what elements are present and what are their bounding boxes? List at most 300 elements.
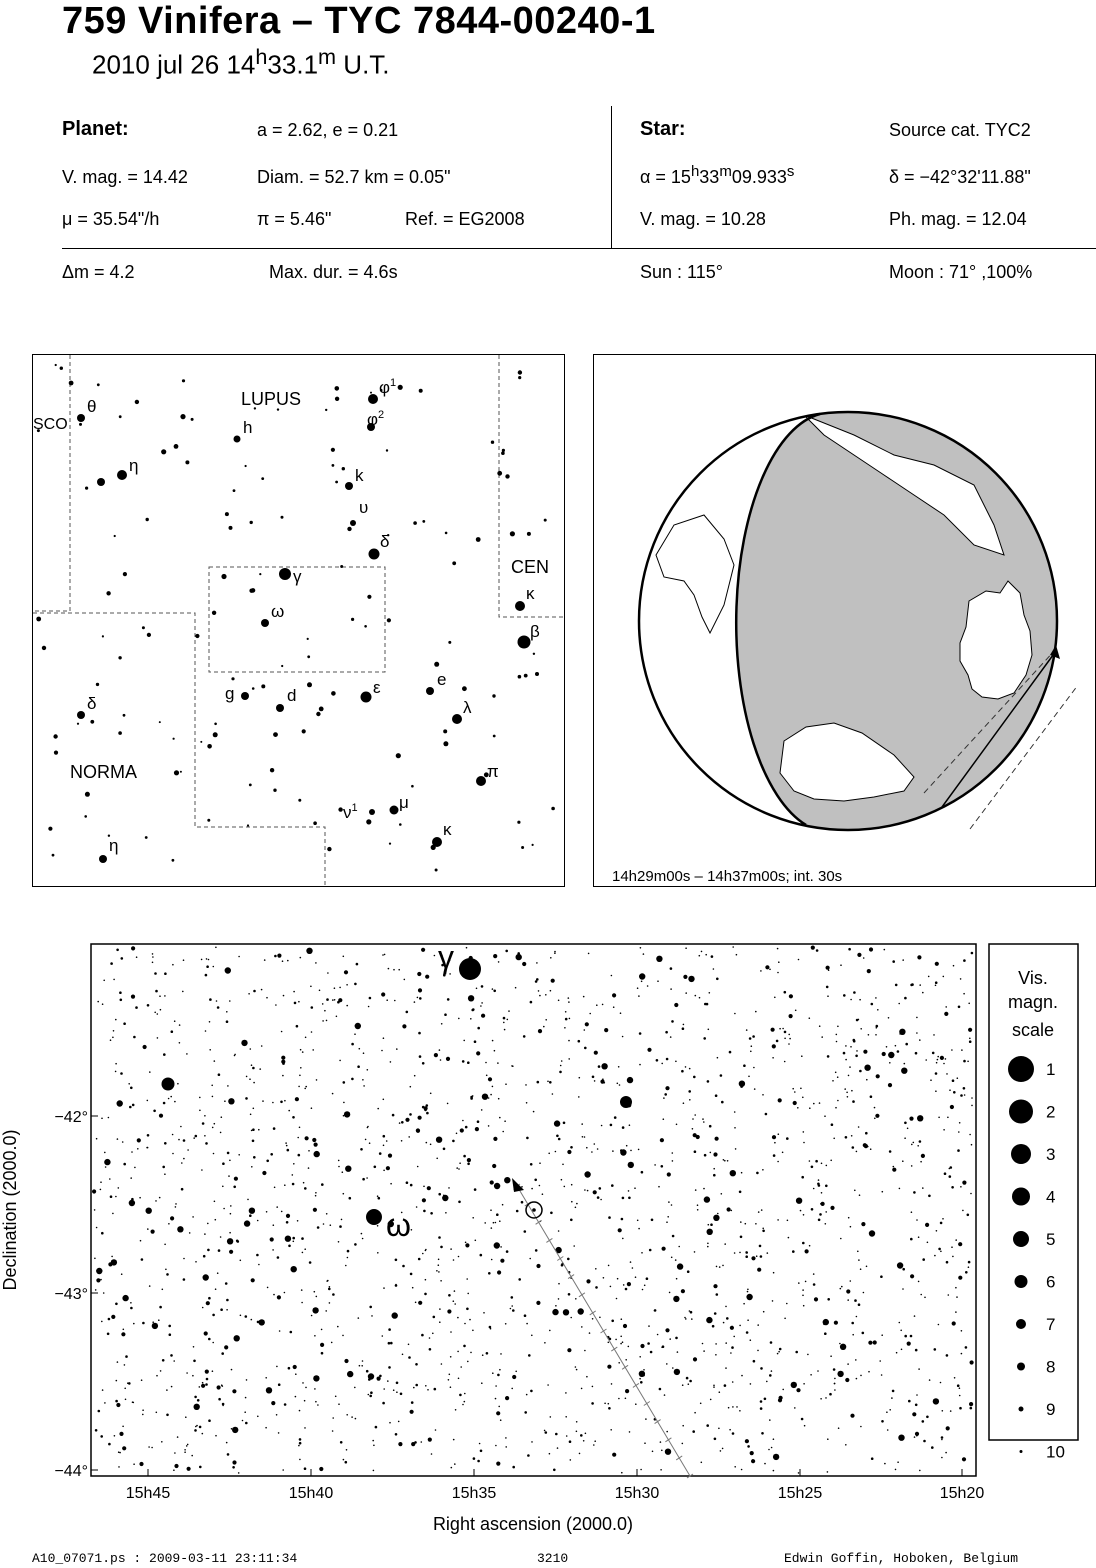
field-star: [535, 672, 539, 676]
chart-star: [502, 1131, 504, 1133]
chart-star: [480, 1254, 483, 1257]
chart-star: [559, 1071, 562, 1074]
chart-star: [486, 1075, 488, 1077]
field-star: [233, 489, 236, 492]
constellation-star-23: [99, 855, 107, 863]
chart-star: [304, 1248, 306, 1250]
chart-star: [402, 1354, 404, 1356]
chart-star: [240, 1260, 242, 1262]
chart-star: [382, 1402, 385, 1405]
chart-star: [457, 1317, 459, 1319]
chart-star: [328, 1288, 331, 1291]
chart-star: [922, 1187, 924, 1189]
chart-star: [498, 1406, 500, 1408]
chart-star: [199, 1110, 201, 1112]
chart-star: [558, 1000, 560, 1002]
field-star: [161, 449, 166, 454]
chart-star: [516, 1210, 519, 1213]
chart-star: [784, 991, 787, 994]
chart-star: [375, 1426, 378, 1429]
chart-star: [910, 1335, 913, 1338]
chart-star: [911, 1144, 913, 1146]
chart-star: [881, 1420, 884, 1423]
chart-star: [935, 1090, 937, 1092]
chart-star: [327, 1280, 329, 1282]
field-star: [97, 383, 100, 386]
chart-star: [761, 1432, 764, 1435]
chart-star: [222, 1162, 225, 1165]
chart-star: [108, 1443, 111, 1446]
chart-star: [215, 947, 217, 949]
chart-star: [228, 1175, 230, 1177]
chart-star: [381, 992, 385, 996]
label-lambda: λ: [463, 698, 472, 717]
chart-star: [923, 1440, 926, 1443]
chart-star: [369, 1142, 371, 1144]
chart-star: [811, 1208, 814, 1211]
chart-star: [295, 1396, 297, 1398]
chart-star: [301, 1237, 304, 1240]
chart-star: [732, 1432, 735, 1435]
chart-star: [386, 1140, 388, 1142]
label-kappa-cen: κ: [526, 584, 535, 603]
chart-star: [335, 1396, 337, 1398]
chart-star: [640, 1344, 644, 1348]
chart-star: [189, 1232, 191, 1234]
chart-star: [757, 1350, 759, 1352]
chart-star: [587, 1190, 589, 1192]
chart-star: [934, 1348, 937, 1351]
chart-star: [809, 1245, 811, 1247]
chart-star: [635, 1276, 637, 1278]
chart-star: [498, 961, 500, 963]
chart-star: [635, 1403, 637, 1405]
chart-star: [119, 991, 122, 994]
chart-star: [905, 1043, 908, 1046]
chart-star: [942, 1218, 944, 1220]
field-star: [52, 854, 55, 857]
chart-star: [298, 1001, 300, 1003]
chart-star: [935, 981, 938, 984]
chart-star: [621, 1218, 624, 1221]
label-nu1-letter: ν: [343, 803, 352, 822]
chart-star: [168, 1325, 171, 1328]
chart-star: [343, 1081, 346, 1084]
chart-star: [847, 1096, 849, 1098]
chart-star: [855, 1055, 858, 1058]
chart-star: [575, 1366, 577, 1368]
chart-star: [685, 947, 687, 949]
chart-star: [788, 1043, 790, 1045]
chart-star: [729, 1429, 731, 1431]
chart-star: [440, 1246, 443, 1249]
chart-star: [208, 959, 210, 961]
chart-star: [515, 1371, 517, 1373]
chart-star: [641, 1171, 644, 1174]
planet-motion: μ = 35.54"/h: [62, 209, 160, 229]
chart-star: [601, 1125, 603, 1127]
chart-star: [526, 1394, 528, 1396]
chart-star: [743, 1064, 746, 1067]
chart-star: [168, 1098, 170, 1100]
chart-star: [681, 1289, 685, 1293]
chart-star: [661, 1063, 663, 1065]
chart-star: [354, 983, 357, 986]
chart-star: [969, 1402, 973, 1406]
chart-star: [304, 1427, 306, 1429]
field-star: [527, 532, 531, 536]
chart-star: [301, 1289, 303, 1291]
chart-star: [952, 1321, 956, 1325]
chart-star: [694, 1150, 697, 1153]
chart-star: [313, 1208, 317, 1212]
chart-star: [332, 999, 334, 1001]
chart-star: [368, 1394, 370, 1396]
chart-star: [319, 1467, 323, 1471]
chart-star: [782, 1152, 784, 1154]
chart-star: [152, 1321, 154, 1323]
chart-star: [512, 1466, 515, 1469]
field-star: [142, 626, 145, 629]
field-star: [518, 370, 522, 374]
chart-star: [383, 1287, 385, 1289]
chart-star: [699, 955, 701, 957]
chart-star: [700, 1403, 702, 1405]
chart-star: [512, 1309, 515, 1312]
chart-star: [494, 1183, 500, 1189]
chart-star: [137, 1148, 139, 1150]
chart-star: [664, 1394, 666, 1396]
chart-star: [877, 1009, 879, 1011]
chart-star: [483, 1312, 485, 1314]
chart-star: [584, 1189, 586, 1191]
chart-star: [681, 1070, 684, 1073]
chart-star: [639, 1356, 641, 1358]
chart-star: [122, 1141, 124, 1143]
chart-star: [146, 1208, 152, 1214]
label-sco: SCO: [33, 416, 68, 433]
chart-star: [114, 1435, 116, 1437]
chart-star: [616, 1298, 618, 1300]
field-star: [316, 712, 320, 716]
chart-star: [282, 1062, 285, 1065]
chart-star: [868, 1371, 870, 1373]
chart-star: [383, 1037, 385, 1039]
chart-star: [462, 1060, 465, 1063]
mag-label-4: 4: [1046, 1187, 1056, 1207]
chart-star: [739, 1325, 741, 1327]
chart-star: [545, 994, 547, 996]
chart-star: [113, 979, 115, 981]
chart-star: [194, 1429, 197, 1432]
chart-star: [563, 1122, 566, 1125]
chart-star: [166, 1414, 169, 1417]
chart-star: [284, 1100, 286, 1102]
chart-star: [592, 1386, 594, 1388]
field-star: [48, 827, 52, 831]
chart-star: [497, 1374, 500, 1377]
chart-star: [803, 1214, 805, 1216]
chart-star: [227, 1453, 230, 1456]
chart-star: [121, 1332, 125, 1336]
chart-star: [286, 1221, 289, 1224]
chart-star: [470, 1018, 472, 1020]
field-star: [431, 845, 436, 850]
chart-star: [460, 1128, 464, 1132]
chart-star: [570, 1317, 572, 1319]
chart-star: [765, 1113, 768, 1116]
chart-star: [919, 1470, 921, 1472]
chart-star: [902, 959, 904, 961]
field-star: [518, 675, 522, 679]
mag-dot-9: [1019, 1407, 1024, 1412]
field-star: [249, 784, 252, 787]
chart-star: [325, 1310, 327, 1312]
chart-star: [458, 1018, 460, 1020]
chart-star: [119, 1432, 123, 1436]
chart-star: [920, 1161, 922, 1163]
chart-star: [257, 1416, 259, 1418]
chart-star: [579, 1077, 581, 1079]
chart-star: [895, 1045, 897, 1047]
chart-star: [867, 969, 871, 973]
chart-star: [257, 1220, 259, 1222]
chart-star: [753, 1360, 756, 1363]
chart-star: [889, 1409, 891, 1411]
chart-star: [308, 1150, 310, 1152]
chart-star: [673, 1296, 679, 1302]
chart-star: [434, 955, 436, 957]
chart-star: [711, 955, 714, 958]
chart-star: [588, 953, 590, 955]
chart-star: [390, 1342, 393, 1345]
chart-star: [424, 1293, 427, 1296]
field-star: [214, 723, 217, 726]
field-star: [114, 535, 116, 537]
chart-star: [163, 1102, 166, 1105]
chart-star: [231, 1369, 233, 1371]
chart-star: [464, 1393, 466, 1395]
chart-star: [670, 1036, 672, 1038]
boundary-norma-lupus: [33, 613, 325, 885]
field-star: [325, 409, 327, 411]
chart-star: [204, 1233, 206, 1235]
chart-star: [505, 1446, 507, 1448]
chart-star: [503, 1022, 505, 1024]
chart-star: [516, 954, 522, 960]
chart-star: [103, 980, 105, 982]
field-star: [42, 646, 46, 650]
chart-star: [604, 1028, 608, 1032]
chart-star: [443, 1148, 446, 1151]
chart-star: [118, 1187, 120, 1189]
chart-star: [232, 1460, 236, 1464]
chart-star: [227, 1085, 229, 1087]
chart-star: [899, 1033, 901, 1035]
chart-star: [670, 967, 673, 970]
star-source: Source cat. TYC2: [889, 120, 1031, 140]
chart-star: [628, 1162, 634, 1168]
chart-star: [836, 1034, 838, 1036]
chart-star: [94, 1209, 96, 1211]
chart-star: [232, 1466, 235, 1469]
chart-star: [731, 1210, 733, 1212]
chart-star: [731, 1346, 734, 1349]
field-star: [435, 869, 438, 872]
chart-star: [749, 1037, 752, 1040]
chart-star: [302, 1382, 304, 1384]
chart-star: [152, 1324, 155, 1327]
chart-star: [427, 1389, 429, 1391]
chart-star: [183, 959, 185, 961]
chart-star: [777, 1161, 779, 1163]
chart-star: [199, 1466, 202, 1469]
chart-star: [115, 1019, 117, 1021]
field-star: [332, 464, 335, 467]
chart-star: [459, 1162, 461, 1164]
chart-star: [841, 1286, 843, 1288]
chart-star: [848, 1217, 850, 1219]
chart-star: [229, 1232, 231, 1234]
chart-star: [637, 1220, 639, 1222]
chart-star: [688, 1090, 691, 1093]
chart-star: [95, 1429, 98, 1432]
chart-star: [746, 1029, 748, 1031]
chart-star: [709, 1125, 712, 1128]
chart-star: [496, 1411, 500, 1415]
chart-star: [497, 1062, 499, 1064]
chart-star: [301, 1302, 303, 1304]
chart-star: [629, 1431, 631, 1433]
chart-star: [363, 1052, 365, 1054]
chart-star: [800, 1088, 802, 1090]
chart-star: [533, 1111, 535, 1113]
chart-star: [707, 1229, 713, 1235]
chart-star: [620, 1149, 623, 1152]
chart-star: [625, 1288, 628, 1291]
field-star: [497, 471, 502, 476]
chart-star: [133, 1036, 136, 1039]
chart-star: [275, 1004, 277, 1006]
chart-star: [934, 1255, 936, 1257]
field-star: [174, 770, 179, 775]
chart-star: [221, 1384, 223, 1386]
chart-star: [591, 1151, 593, 1153]
chart-star: [666, 1363, 668, 1365]
chart-star: [874, 1118, 876, 1120]
chart-star: [195, 1261, 197, 1263]
chart-star: [951, 1186, 954, 1189]
chart-star: [226, 1011, 228, 1013]
field-star: [173, 738, 175, 740]
chart-star: [439, 1049, 441, 1051]
chart-star: [388, 1366, 391, 1369]
chart-star: [555, 1151, 557, 1153]
chart-star: [400, 1393, 403, 1396]
chart-star: [396, 1382, 399, 1385]
star-chart: [0, 928, 1096, 1568]
chart-star: [788, 1034, 790, 1036]
chart-star: [888, 1083, 892, 1087]
chart-star: [356, 963, 359, 966]
field-star: [119, 415, 122, 418]
chart-star: [490, 1180, 494, 1184]
chart-star: [165, 1269, 167, 1271]
chart-star: [815, 1160, 818, 1163]
chart-star: [753, 1067, 755, 1069]
chart-star: [108, 1318, 111, 1321]
field-star: [510, 531, 515, 536]
chart-star: [463, 1345, 466, 1348]
constellation-map: [32, 354, 565, 887]
chart-star: [383, 1170, 385, 1172]
chart-star: [697, 1209, 699, 1211]
chart-star: [329, 1302, 331, 1304]
chart-star: [362, 1079, 364, 1081]
chart-star: [136, 956, 138, 958]
chart-star: [170, 1216, 174, 1220]
chart-star: [751, 1459, 755, 1463]
chart-star: [772, 1044, 776, 1048]
chart-star: [569, 1440, 572, 1443]
field-star: [532, 844, 534, 846]
field-star: [342, 467, 345, 470]
chart-star: [128, 1083, 130, 1085]
chart-star: [876, 1025, 879, 1028]
chart-star: [949, 1168, 951, 1170]
chart-star: [276, 1414, 278, 1416]
chart-star: [614, 1116, 617, 1119]
chart-star: [262, 1100, 264, 1102]
chart-star: [423, 1186, 425, 1188]
chart-star: [221, 1352, 224, 1355]
field-star: [422, 520, 425, 523]
chart-star: [108, 1117, 110, 1119]
chart-star: [784, 1318, 786, 1320]
chart-star: [968, 1266, 970, 1268]
chart-star: [422, 1062, 425, 1065]
chart-star: [584, 1029, 586, 1031]
chart-star: [949, 1089, 951, 1091]
chart-star: [741, 1172, 743, 1174]
chart-star: [363, 1085, 365, 1087]
chart-star: [488, 1077, 492, 1081]
chart-star: [298, 1086, 300, 1088]
chart-star: [477, 1027, 480, 1030]
chart-star: [834, 1321, 838, 1325]
chart-star: [542, 1193, 544, 1195]
chart-star: [203, 1255, 206, 1258]
chart-star: [693, 1076, 696, 1079]
chart-star: [354, 1033, 356, 1035]
chart-star: [971, 952, 974, 955]
chart-star: [159, 1306, 162, 1309]
chart-star: [702, 1118, 704, 1120]
chart-star: [955, 1287, 957, 1289]
field-star: [448, 641, 451, 644]
chart-star: [96, 1227, 98, 1229]
chart-star: [834, 1378, 836, 1380]
chart-star: [321, 1183, 324, 1186]
chart-star: [954, 1377, 956, 1379]
chart-star: [800, 1210, 802, 1212]
chart-star: [284, 1184, 286, 1186]
chart-star: [488, 1097, 490, 1099]
xtick-1520: 15h20: [939, 1485, 985, 1502]
chart-star: [304, 1400, 306, 1402]
chart-star: [492, 1086, 494, 1088]
chart-star: [732, 946, 734, 948]
